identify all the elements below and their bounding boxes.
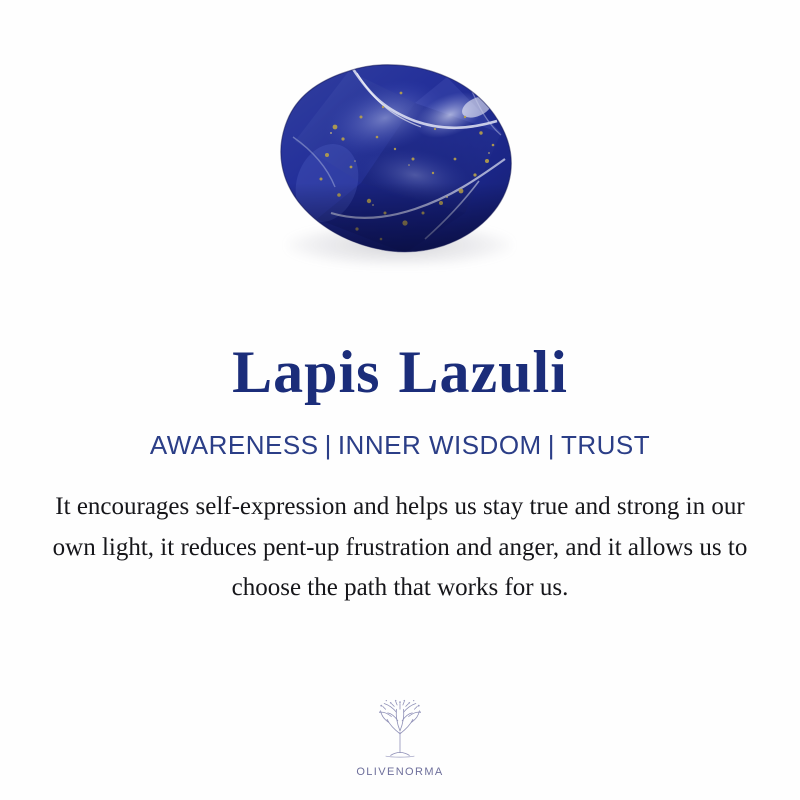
keyword-1: AWARENESS (149, 430, 319, 460)
keyword-divider-2: | (547, 430, 555, 460)
brand-name: OLIVENORMA (356, 766, 444, 778)
title-word-1: Lapis (232, 339, 381, 405)
lapis-lazuli-stone (265, 63, 535, 263)
keyword-2: INNER WISDOM (337, 430, 542, 460)
title-word-2: Lazuli (398, 339, 568, 405)
description-text: It encourages self-expression and helps us stay true and strong in our own light, it reduces pent-up frustration and anger, and it allows us to choose the path that works for us. (52, 493, 748, 601)
page-title (232, 339, 568, 405)
keyword-3: TRUST (560, 430, 651, 460)
brand-logo (0, 692, 800, 778)
tree-of-life-icon (364, 692, 436, 764)
keywords-line (150, 430, 650, 461)
stone-image-area (0, 0, 800, 330)
stone-image-wrapper (265, 63, 535, 278)
keyword-divider-1: | (324, 430, 332, 460)
